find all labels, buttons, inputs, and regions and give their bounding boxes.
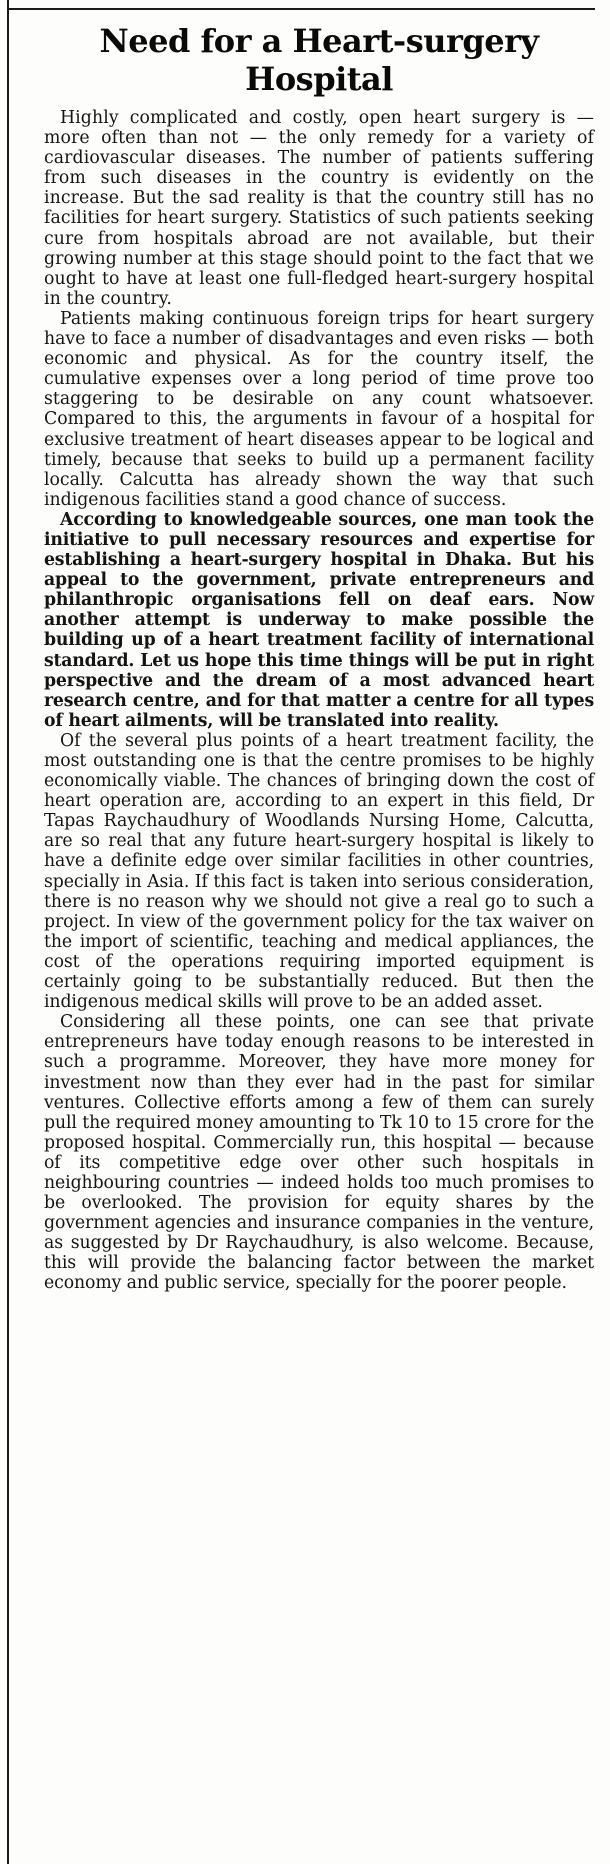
paragraph-2: Patients making continuous foreign trips for heart surgery have to face a number of disadvantages and even risks — both economic and physical. As for the country itself, the cumulative expenses over a long period of time prove too staggering to be desirable on any count whatsoever. Compared to this, the arguments in favour of a hospital for exclusive treatment of heart diseases appear to be logical and timely, because that seeks to build up a permanent facility locally. Calcutta has already shown the way that such indigenous facilities stand a good chance of success. [44,308,594,510]
editorial-column [44,22,594,1294]
headline: Need for a Heart-surgery Hospital [99,22,539,98]
column-rule-left [7,0,9,1864]
paragraph-3: According to knowledgeable sources, one man took the initiative to pull necessary resources and expertise for establishing a heart-surgery hospital in Dhaka. But his appeal to the government, private entrepreneurs and philanthropic organisations fell on deaf ears. Now another attempt is underway to make possible the building up of a heart treatment facility of international standard. Let us hope this time things will be put in right perspective and the dream of a most advanced heart research centre, and for that matter a centre for all types of heart ailments, will be translated into reality. [44,509,594,731]
paragraph-1: Highly complicated and costly, open heart surgery is — more often than not — the only remedy for a variety of cardiovascular diseases. The number of patients suffering from such diseases in the country is evidently on the increase. But the sad reality is that the country still has no facilities for heart surgery. Statistics of such patients seeking cure from hospitals abroad are not available, but their growing number at this stage should point to the fact that we ought to have at least one full-fledged heart-surgery hospital in the country. [44,108,594,309]
paragraph-5: Considering all these points, one can see that private entrepreneurs have today enough reasons to be interested in such a programme. Moreover, they have more money for investment now than they ever had in the past for similar ventures. Collective efforts among a few of them can surely pull the required money amounting to Tk 10 to 15 crore for the proposed hospital. Commercially run, this hospital — because of its competitive edge over other such hospitals in neighbouring countries — indeed holds too much promises to be overlooked. The provision for equity shares by the government agencies and insurance companies in the venture, as suggested by Dr Raychaudhury, is also welcome. Because, this will provide the balancing factor between the market economy and public service, specially for the poorer people. [44,1012,594,1294]
column-rule-top [7,8,595,10]
paragraph-4: Of the several plus points of a heart treatment facility, the most outstanding one is that the centre promises to be highly economically viable. The chances of bringing down the cost of heart operation are, according to an expert in this field, Dr Tapas Raychaudhury of Woodlands Nursing Home, Calcutta, are so real that any future heart-surgery hospital is likely to have a definite edge over similar facilities in other countries, specially in Asia. If this fact is taken into serious consideration, there is no reason why we should not give a real go to such a project. In view of the government policy for the tax waiver on the import of scientific, teaching and medical appliances, the cost of the operations requiring imported equipment is certainly going to be substantially reduced. But then the indigenous medical skills will prove to be an added asset. [44,730,594,1013]
